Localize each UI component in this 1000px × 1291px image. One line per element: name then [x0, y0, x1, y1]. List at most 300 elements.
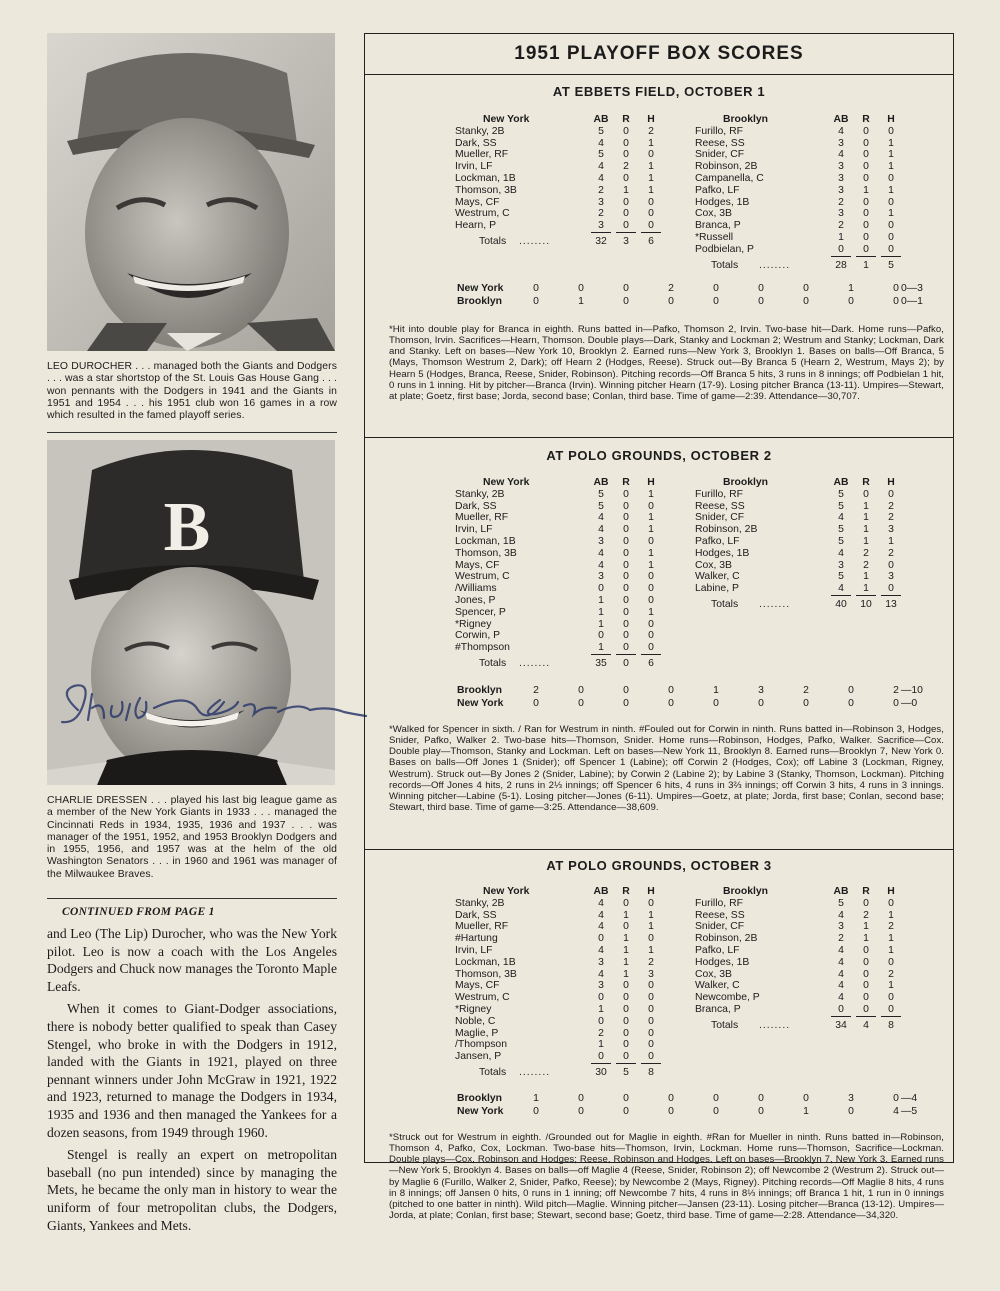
leo-durocher-photo — [47, 33, 335, 351]
player-name: Pafko, LF — [695, 184, 740, 196]
player-name: /Thompson — [455, 1039, 507, 1051]
final-score: 0—1 — [901, 296, 923, 307]
inning-runs: 0 — [803, 698, 809, 709]
player-r: 0 — [623, 500, 629, 512]
inning-runs: 0 — [758, 283, 764, 294]
totals-r: 10 — [860, 598, 872, 610]
player-ab: 4 — [831, 583, 851, 596]
inning-runs: 1 — [533, 1093, 539, 1104]
player-ab: 3 — [598, 196, 604, 208]
charlie-dressen-photo — [47, 440, 335, 785]
player-name: Reese, SS — [695, 137, 745, 149]
player-ab: 5 — [838, 524, 844, 536]
player-h: 2 — [888, 968, 894, 980]
inning-runs: 1 — [803, 1106, 809, 1117]
stat-header-ab: AB — [833, 886, 849, 897]
totals-leader-dots: ........ — [759, 1019, 791, 1031]
player-name: Dark, SS — [455, 909, 497, 921]
inning-runs: 0 — [533, 698, 539, 709]
player-r: 0 — [623, 535, 629, 547]
player-ab: 5 — [838, 488, 844, 500]
inning-runs: 0 — [803, 283, 809, 294]
line-score — [457, 1092, 927, 1118]
player-r: 0 — [863, 968, 869, 980]
player-name: Lockman, 1B — [455, 172, 516, 184]
player-r: 1 — [863, 921, 869, 933]
player-r: 1 — [623, 956, 629, 968]
player-name: Hodges, 1B — [695, 196, 750, 208]
totals-label: Totals — [711, 598, 739, 610]
inning-runs: 0 — [893, 283, 899, 294]
player-name: Dark, SS — [455, 137, 497, 149]
player-name: Maglie, P — [455, 1027, 499, 1039]
player-h: 0 — [641, 1051, 661, 1064]
player-ab: 4 — [838, 909, 844, 921]
player-r: 0 — [863, 897, 869, 909]
player-ab: 3 — [598, 956, 604, 968]
player-ab: 3 — [838, 172, 844, 184]
player-r: 0 — [623, 512, 629, 524]
player-ab: 4 — [598, 559, 604, 571]
stat-header-ab: AB — [593, 114, 609, 125]
player-h: 0 — [648, 208, 654, 220]
inning-runs: 0 — [668, 1106, 674, 1117]
inning-runs: 0 — [578, 685, 584, 696]
player-name: Irvin, LF — [455, 944, 493, 956]
player-h: 0 — [648, 1039, 654, 1051]
player-h: 0 — [648, 897, 654, 909]
player-name: Hodges, 1B — [695, 956, 750, 968]
totals-r: 3 — [623, 235, 629, 247]
line-score-team: Brooklyn — [457, 296, 503, 307]
player-ab: 0 — [598, 933, 604, 945]
player-r: 2 — [623, 161, 629, 173]
player-name: *Rigney — [455, 618, 492, 630]
totals-leader-dots: ........ — [519, 657, 551, 669]
player-h: 3 — [888, 571, 894, 583]
player-r: 0 — [623, 1015, 629, 1027]
stat-header-r: R — [862, 886, 870, 897]
stat-header-ab: AB — [833, 114, 849, 125]
player-name: Pafko, LF — [695, 944, 740, 956]
player-name: Reese, SS — [695, 500, 745, 512]
player-r: 1 — [856, 583, 876, 596]
player-name: #Thompson — [455, 642, 510, 654]
inning-runs: 0 — [623, 685, 629, 696]
article-paragraph: Stengel is really an expert on metropolitan baseball (no pun intended) since by managing the Mets, he became the only man in history to wear the uniform of four metropolitan clubs, the Dodgers, Giants, Yankees and Mets. — [47, 1147, 337, 1233]
inning-runs: 0 — [758, 698, 764, 709]
player-name: Jones, P — [455, 594, 496, 606]
game-divider — [365, 437, 953, 438]
player-name: Mays, CF — [455, 559, 500, 571]
player-h: 0 — [648, 571, 654, 583]
player-r: 0 — [856, 1004, 876, 1017]
player-r: 1 — [623, 944, 629, 956]
player-name: Robinson, 2B — [695, 524, 758, 536]
player-ab: 4 — [598, 172, 604, 184]
player-h: 0 — [648, 618, 654, 630]
player-ab: 3 — [598, 535, 604, 547]
player-h: 0 — [888, 488, 894, 500]
totals-h: 13 — [885, 598, 897, 610]
player-ab: 3 — [838, 184, 844, 196]
inning-runs: 0 — [713, 296, 719, 307]
player-h: 1 — [888, 137, 894, 149]
player-ab: 1 — [591, 642, 611, 655]
player-h: 0 — [648, 500, 654, 512]
inning-runs: 1 — [578, 296, 584, 307]
player-ab: 4 — [598, 524, 604, 536]
player-r: 1 — [863, 571, 869, 583]
player-h: 0 — [648, 1027, 654, 1039]
player-ab: 4 — [838, 149, 844, 161]
inning-runs: 0 — [578, 1106, 584, 1117]
player-h: 0 — [881, 244, 901, 257]
player-ab: 0 — [831, 1004, 851, 1017]
inning-runs: 3 — [848, 1093, 854, 1104]
player-h: 0 — [648, 149, 654, 161]
player-name: Jansen, P — [455, 1051, 502, 1063]
player-ab: 4 — [598, 512, 604, 524]
player-ab: 4 — [598, 909, 604, 921]
player-ab: 3 — [598, 571, 604, 583]
player-h: 0 — [888, 220, 894, 232]
player-name: Branca, P — [695, 1003, 741, 1015]
page-title: 1951 PLAYOFF BOX SCORES — [514, 43, 804, 64]
line-score-team: New York — [457, 698, 504, 709]
stat-header-ab: AB — [593, 886, 609, 897]
player-r: 1 — [623, 909, 629, 921]
player-name: Lockman, 1B — [455, 535, 516, 547]
player-name: Hodges, 1B — [695, 547, 750, 559]
totals-h: 6 — [648, 235, 654, 247]
inning-runs: 0 — [668, 1093, 674, 1104]
player-name: Labine, P — [695, 583, 739, 595]
player-ab: 4 — [598, 921, 604, 933]
inning-runs: 0 — [578, 1093, 584, 1104]
player-ab: 4 — [598, 897, 604, 909]
totals-ab: 32 — [595, 235, 607, 247]
player-name: Cox, 3B — [695, 208, 732, 220]
player-name: Walker, C — [695, 980, 740, 992]
line-score-row — [457, 1105, 927, 1118]
player-ab: 5 — [838, 500, 844, 512]
title-rule — [365, 74, 953, 75]
player-h: 0 — [888, 559, 894, 571]
player-name: Mueller, RF — [455, 921, 509, 933]
player-ab: 4 — [838, 547, 844, 559]
player-h: 0 — [888, 231, 894, 243]
stat-header-ab: AB — [593, 477, 609, 488]
player-h: 1 — [648, 184, 654, 196]
player-r: 1 — [863, 933, 869, 945]
stat-header-r: R — [622, 477, 630, 488]
player-r: 1 — [623, 968, 629, 980]
totals-label: Totals — [711, 1019, 739, 1031]
player-name: Reese, SS — [695, 909, 745, 921]
inning-runs: 2 — [668, 283, 674, 294]
inning-runs: 0 — [758, 296, 764, 307]
inning-runs: 1 — [848, 283, 854, 294]
player-h: 0 — [888, 897, 894, 909]
player-h: 2 — [888, 500, 894, 512]
player-h: 1 — [888, 980, 894, 992]
totals-ab: 28 — [835, 259, 847, 271]
inning-runs: 0 — [758, 1093, 764, 1104]
player-name: Mays, CF — [455, 196, 500, 208]
player-h: 0 — [881, 1004, 901, 1017]
inning-runs: 0 — [533, 283, 539, 294]
totals-h: 8 — [888, 1019, 894, 1031]
inning-runs: 2 — [893, 685, 899, 696]
player-ab: 3 — [838, 921, 844, 933]
stat-header-r: R — [862, 114, 870, 125]
player-r: 0 — [863, 172, 869, 184]
player-h: 1 — [648, 547, 654, 559]
player-ab: 5 — [838, 897, 844, 909]
player-ab: 2 — [598, 208, 604, 220]
player-r: 0 — [863, 137, 869, 149]
player-r: 0 — [863, 149, 869, 161]
final-score: —0 — [901, 698, 918, 709]
inning-runs: 0 — [623, 1106, 629, 1117]
player-ab: 0 — [598, 992, 604, 1004]
line-score-row — [457, 295, 927, 308]
totals-leader-dots: ........ — [519, 1066, 551, 1078]
game-title: AT POLO GROUNDS, OCTOBER 3 — [546, 858, 772, 873]
team-name: New York — [483, 886, 530, 897]
player-r: 0 — [863, 231, 869, 243]
player-h: 1 — [888, 535, 894, 547]
player-r: 0 — [616, 1051, 636, 1064]
player-r: 0 — [623, 1039, 629, 1051]
player-name: Thomson, 3B — [455, 184, 517, 196]
player-h: 1 — [648, 909, 654, 921]
player-ab: 5 — [838, 535, 844, 547]
player-h: 1 — [648, 172, 654, 184]
player-h: 1 — [648, 606, 654, 618]
inning-runs: 0 — [848, 1106, 854, 1117]
player-r: 0 — [623, 571, 629, 583]
leo-durocher-portrait-image — [47, 33, 335, 351]
player-name: Cox, 3B — [695, 968, 732, 980]
player-r: 0 — [863, 992, 869, 1004]
player-ab: 0 — [598, 1015, 604, 1027]
player-name: Campanella, C — [695, 172, 764, 184]
player-name: Cox, 3B — [695, 559, 732, 571]
player-name: Furillo, RF — [695, 125, 743, 137]
player-ab: 3 — [838, 208, 844, 220]
player-name: Corwin, P — [455, 630, 501, 642]
player-r: 0 — [623, 149, 629, 161]
player-name: #Hartung — [455, 933, 498, 945]
team-name: Brooklyn — [723, 114, 769, 125]
player-r: 0 — [623, 618, 629, 630]
player-h: 1 — [888, 184, 894, 196]
player-ab: 3 — [838, 161, 844, 173]
player-r: 0 — [616, 642, 636, 655]
player-ab: 1 — [598, 1039, 604, 1051]
player-h: 3 — [648, 968, 654, 980]
player-h: 1 — [888, 944, 894, 956]
stat-header-ab: AB — [833, 477, 849, 488]
inning-runs: 0 — [713, 1093, 719, 1104]
player-r: 0 — [863, 161, 869, 173]
inning-runs: 0 — [713, 1106, 719, 1117]
player-ab: 3 — [838, 137, 844, 149]
player-r: 0 — [623, 583, 629, 595]
inning-runs: 0 — [713, 283, 719, 294]
charlie-dressen-portrait-image — [47, 440, 335, 785]
inning-runs: 0 — [533, 1106, 539, 1117]
game-title: AT POLO GROUNDS, OCTOBER 2 — [546, 448, 772, 463]
player-r: 1 — [863, 512, 869, 524]
player-name: Podbielan, P — [695, 243, 754, 255]
player-ab: 5 — [838, 571, 844, 583]
player-h: 2 — [888, 547, 894, 559]
inning-runs: 0 — [533, 296, 539, 307]
player-name: Hearn, P — [455, 220, 497, 232]
inning-runs: 0 — [803, 1093, 809, 1104]
player-h: 1 — [648, 488, 654, 500]
player-ab: 5 — [598, 149, 604, 161]
line-score-team: Brooklyn — [457, 1093, 503, 1104]
player-ab: 5 — [598, 488, 604, 500]
player-h: 0 — [648, 630, 654, 642]
player-name: *Rigney — [455, 1003, 492, 1015]
player-ab: 1 — [838, 231, 844, 243]
totals-r: 1 — [863, 259, 869, 271]
player-h: 1 — [648, 944, 654, 956]
player-h: 1 — [888, 909, 894, 921]
continued-label: CONTINUED FROM PAGE 1 — [62, 906, 215, 918]
player-r: 1 — [863, 500, 869, 512]
player-h: 0 — [881, 583, 901, 596]
player-r: 0 — [863, 125, 869, 137]
totals-label: Totals — [479, 657, 507, 669]
totals-label: Totals — [711, 259, 739, 271]
line-score — [457, 282, 927, 308]
line-score-row — [457, 282, 927, 295]
inning-runs: 0 — [668, 685, 674, 696]
player-r: 0 — [623, 172, 629, 184]
player-h: 0 — [648, 535, 654, 547]
caption-divider — [47, 432, 337, 433]
inning-runs: 0 — [713, 698, 719, 709]
player-name: Noble, C — [455, 1015, 496, 1027]
player-h: 1 — [648, 921, 654, 933]
player-r: 1 — [863, 535, 869, 547]
player-name: Dark, SS — [455, 500, 497, 512]
dressen-caption: CHARLIE DRESSEN . . . played his last big league game as a member of the New York Giants in 1933 . . . managed the Cincinnati Reds in 1934, 1935, 1936 and 1937 . . . was manager of the 1951, 1952, and 1953 Brooklyn Dodgers and in 1955, 1956, and 1957 was at the helm of the old Washington Senators . . . in 1960 and 1961 was manager of the Milwaukee Braves. — [47, 795, 337, 880]
player-ab: 3 — [838, 559, 844, 571]
article-paragraph: When it comes to Giant-Dodger associations, there is nobody better qualified to speak than Casey Stengel, who broke in with the Dodgers in 1912, landed with the Giants in 1921, played on three pennant winners under John McGraw in 1921, 1922 and 1923, returned to manage the Dodgers in 1934, 1935 and 1936 and then managed the Yankees for a dozen seasons, from 1949 through 1960. — [47, 1001, 337, 1140]
team-name: Brooklyn — [723, 477, 769, 488]
player-h: 1 — [888, 208, 894, 220]
player-h: 0 — [888, 172, 894, 184]
stat-header-r: R — [862, 477, 870, 488]
game-summary: *Walked for Spencer in sixth. / Ran for Westrum in ninth. #Fouled out for Corwin in ninth. Runs batted in—Robinson 3, Hodges, Snider, Pafko, Walker 2. Two-base hits—Thomson, Snider. Home runs—Robinson, Hodges, Pafko, Walker. Sacrifice—Cox. Double play—Thomson, Stanky and Lockman. Left on bases—New York 11, Brooklyn 8. Earned runs—Brooklyn 7, New York 0. Bases on balls—Off Jones 1 (Snider); off Spencer 1 (Labine); off Corwin 2 (Hodges, Cox); off Labine 3 (Lockman, Rigney, Westrum). Struck out—By Jones 2 (Snider, Labine); by Corwin 2 (Labine 2); by Labine 3 (Stanky, Thomson, Lockman). Pitching records—Off Jones 4 hits, 2 runs in 2⅓ innings; off Spencer 6 hits, 4 runs in 3⅔ innings; off Corwin 3 hits, 4 runs in 3 innings. Winning pitcher—Labine (5-1). Losing pitcher—Jones (6-11). Umpires—Goetz, at plate; Jorda, first base; Conlan, second base; Stewart, third base. Time of game—3:25. Attendance—38,609. — [389, 724, 944, 814]
totals-label: Totals — [479, 1066, 507, 1078]
player-h: 2 — [648, 125, 654, 137]
player-h: 0 — [648, 1003, 654, 1015]
line-score-row — [457, 1092, 927, 1105]
player-h: 1 — [888, 933, 894, 945]
player-h: 0 — [648, 933, 654, 945]
player-r: 0 — [863, 980, 869, 992]
totals-leader-dots: ........ — [519, 235, 551, 247]
team-name: New York — [483, 477, 530, 488]
player-name: Stanky, 2B — [455, 488, 505, 500]
player-h: 0 — [648, 980, 654, 992]
game-summary: *Struck out for Westrum in eighth. /Grounded out for Maglie in eighth. #Ran for Mueller in ninth. Runs batted in—Robinson, Thomson 4, Pafko, Cox, Lockman. Two-base hits—Thomson, Irvin, Lockman. Home runs—Thomson, Sacrifice—Lockman. Double plays—Cox, Robinson and Hodges; Reese, Robinson and Hodges. Left on bases—Brooklyn 7, New York 3. Earned runs—New York 5, Brooklyn 4. Bases on balls—off Maglie 4 (Reese, Snider, Robinson 2); off Newcombe 2 (Westrum 2). Struck out—by Maglie 6 (Furillo, Walker 2, Snider, Pafko, Reese); by Newcombe 2 (Mays, Rigney). Pitching records—Off Maglie 8 hits, 4 runs in 8 innings; off Jansen 0 hits, 0 runs in 1 inning; off Newcombe 7 hits, 4 runs in 8⅓ innings; off Branca 1 hit, 1 run in 0 innings (pitched to one batter in ninth). Wild pitch—Maglie. Winning pitcher—Jansen (23-11). Losing pitcher—Branca (13-12). Umpires—Jorda, at plate; Conlan, first base; Stewart, second base; Goetz, third base. Time of game—2:28. Attendance—34,320. — [389, 1132, 945, 1222]
team-name: New York — [483, 114, 530, 125]
player-name: Westrum, C — [455, 992, 510, 1004]
player-ab: 0 — [831, 244, 851, 257]
final-score: 0—3 — [901, 283, 923, 294]
final-score: —5 — [901, 1106, 918, 1117]
player-h: 0 — [648, 196, 654, 208]
player-r: 0 — [623, 921, 629, 933]
player-ab: 4 — [838, 125, 844, 137]
player-r: 1 — [623, 184, 629, 196]
article-divider — [47, 898, 337, 899]
line-score-row — [457, 684, 927, 697]
player-ab: 0 — [598, 583, 604, 595]
totals-ab: 34 — [835, 1019, 847, 1031]
player-r: 0 — [623, 524, 629, 536]
inning-runs: 0 — [623, 698, 629, 709]
final-score: —10 — [901, 685, 923, 696]
player-name: Robinson, 2B — [695, 161, 758, 173]
inning-runs: 0 — [848, 685, 854, 696]
player-r: 0 — [623, 196, 629, 208]
player-name: Robinson, 2B — [695, 933, 758, 945]
inning-runs: 3 — [758, 685, 764, 696]
player-ab: 1 — [598, 594, 604, 606]
svg-text:B: B — [163, 489, 211, 566]
player-name: Snider, CF — [695, 512, 745, 524]
player-h: 1 — [888, 161, 894, 173]
player-h: 1 — [648, 559, 654, 571]
stat-header-h: H — [647, 886, 655, 897]
inning-runs: 2 — [533, 685, 539, 696]
player-h: 0 — [641, 642, 661, 655]
player-name: Snider, CF — [695, 921, 745, 933]
totals-r: 5 — [623, 1066, 629, 1078]
inning-runs: 0 — [848, 698, 854, 709]
stat-header-r: R — [622, 114, 630, 125]
player-r: 0 — [863, 208, 869, 220]
player-r: 1 — [863, 184, 869, 196]
player-r: 2 — [863, 909, 869, 921]
totals-r: 4 — [863, 1019, 869, 1031]
line-score-team: New York — [457, 1106, 504, 1117]
player-r: 0 — [623, 1003, 629, 1015]
totals-ab: 35 — [595, 657, 607, 669]
player-r: 0 — [623, 559, 629, 571]
player-name: *Russell — [695, 231, 734, 243]
player-r: 0 — [623, 208, 629, 220]
player-h: 0 — [888, 992, 894, 1004]
inning-runs: 1 — [713, 685, 719, 696]
player-r: 0 — [623, 980, 629, 992]
stat-header-r: R — [622, 886, 630, 897]
player-r: 0 — [863, 488, 869, 500]
article-text — [47, 925, 337, 1239]
player-ab: 4 — [838, 992, 844, 1004]
player-h: 0 — [641, 220, 661, 233]
